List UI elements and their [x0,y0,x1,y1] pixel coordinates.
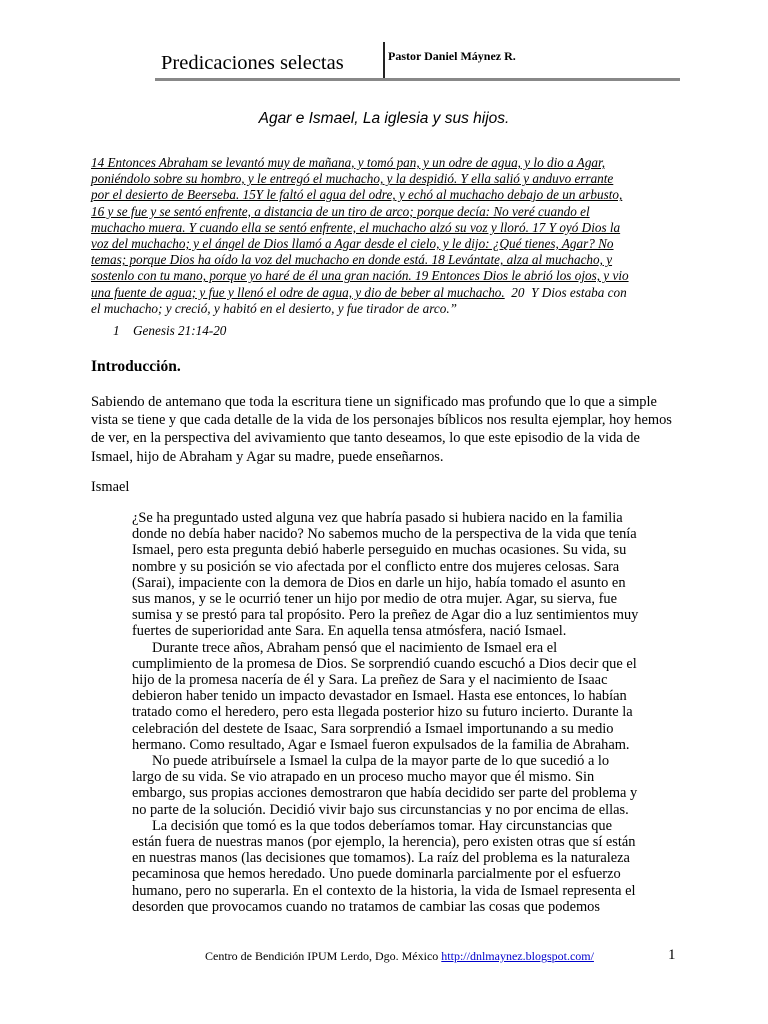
paragraph-line: celebración del destete de Isaac, Sara sorprendió a Ismael importunando a su medio [132,720,614,737]
header-divider [383,42,385,80]
scripture-underlined-segment: una fuente de agua; y fue y llenó el odre de agua, y dio de beber al muchacho. [91,284,505,300]
scripture-line: 14 Entonces Abraham se levantó muy de mañana, y tomó pan, y un odre de agua, y lo dio a Agar, [91,155,605,170]
paragraph-line: fuertes de superioridad ante Sara. En aquella tensa atmósfera, nació Ismael. [132,623,567,640]
paragraph-line: están fuera de nuestras manos (por ejemplo, la herencia), pero existen otras que sí están [132,834,636,851]
paragraph-line: de ver, en la perspectiva del avivamiento que tanto deseamos, lo que este episodio de la vida de [91,430,640,447]
scripture-segment: 20 Y Dios estaba con [504,284,627,300]
reference-text: Genesis 21:14-20 [133,323,227,338]
scripture-line: muchacho muera. Y cuando ella se sentó enfrente, el muchacho alzó su voz y lloró. 17 Y oyó Dios la [91,219,621,235]
footer-blog-link[interactable]: http://dnlmaynez.blogspot.com/ [441,949,594,963]
paragraph-line: largo de su vida. Se vio atrapado en un proceso mucho mayor que él mismo. Sin [132,769,595,786]
paragraph-line: Sabiendo de antemano que toda la escritura tiene un significado mas profundo que lo que a simple [91,394,657,410]
scripture-line: sostenlo con tu mano, porque yo haré de él una gran nación. 19 Entonces Dios le abrió los ojos, y vio [91,268,629,284]
paragraph-line: en nuestras manos (las decisiones que tomamos). La raíz del problema es la naturaleza [132,850,630,867]
paragraph-line: desorden que provocamos cuando no tratamos de cambiar las cosas que podemos [132,898,600,915]
page-footer [205,949,594,964]
paragraph-line: donde no debía haber nacido? No sabemos mucho de la perspectiva de la vida que tenía [132,526,637,543]
paragraph-line: No puede atribuírsele a Ismael la culpa de la mayor parte de lo que sucedió a lo [152,753,610,770]
paragraph-line: pecaminosa que hemos heredado. Uno puede dominarla parcialmente por el esfuerzo [132,866,621,883]
paragraph-line: hermano. Como resultado, Agar e Ismael fueron expulsados de la familia de Abraham. [132,736,630,753]
header-title: Predicaciones selectas [161,52,344,74]
scripture-line [91,285,681,301]
paragraph-line: humano, pero no superarla. En el contexto de la historia, la vida de Ismael representa el [132,882,636,899]
page-number: 1 [668,947,676,963]
paragraph-line: tratado como el heredero, pero esta llegada posterior hizo su futuro incierto. Durante la [132,704,633,721]
footer-text: Centro de Bendición IPUM Lerdo, Dgo. México [205,949,442,963]
paragraph-line: Ismael, hijo de Abraham y Agar su madre, puede enseñarnos. [91,448,444,465]
paragraph-line: La decisión que tomó es la que todos deberíamos tomar. Hay circunstancias que [152,817,612,834]
scripture-line: voz del muchacho; y el ángel de Dios llamó a Agar desde el cielo, y le dijo: ¿Qué tienes, Agar? No [91,236,614,252]
reference-number: 1 [113,323,120,338]
paragraph-line: no parte de la solución. Decidió vivir bajo sus circunstancias y no por encima de ellas. [132,801,629,818]
paragraph-line: vista se tiene y que cada detalle de la vida de los personajes bíblicos nos resulta ejemplar, hoy hemos [91,412,672,429]
paragraph-line: (Sarai), impaciente con la demora de Dios en darle un hijo, había tomado el asunto en [132,574,626,591]
document-title: Agar e Ismael, La iglesia y sus hijos. [258,110,510,127]
introduction-paragraph [91,393,681,466]
scripture-line: por el desierto de Beerseba. 15Y le faltó el agua del odre, y echó al muchacho debajo de un arbusto, [91,187,623,203]
scripture-line: poniéndolo sobre su hombro, y le entregó el muchacho, y la despidió. Y ella salió y anduvo errante [91,171,614,187]
scripture-line: 16 y se fue y se sentó enfrente, a distancia de un tiro de arco; porque decía: No veré cuando el [91,203,590,219]
introduction-heading: Introducción. [91,358,181,375]
scripture-reference [113,323,226,339]
paragraph-line: ¿Se ha preguntado usted alguna vez que habría pasado si hubiera nacido en la familia [132,510,623,526]
section-label: Ismael [91,479,130,495]
paragraph-line: sus manos, y se le ocurrió tener un hijo por medio de otra mujer. Agar, su sierva, fue [132,591,617,608]
scripture-line: el muchacho; y creció, y habitó en el desierto, y fue tirador de arco.” [91,300,457,316]
paragraph-line: hijo de la promesa nacería de él y Sara. La preñez de Sara y el nacimiento de Isaac [132,672,608,689]
paragraph-line: cumplimiento de la promesa de Dios. Se sorprendió cuando escuchó a Dios decir que el [132,655,637,672]
header-rule [155,78,680,81]
page-header [155,42,680,82]
scripture-passage [91,155,681,317]
paragraph-line: Durante trece años, Abraham pensó que el nacimiento de Ismael era el [152,639,558,656]
ismael-section-body [132,510,652,915]
paragraph-line: embargo, sus propias acciones demostraron que había decidido ser parte del problema y [132,785,638,802]
header-author: Pastor Daniel Máynez R. [388,49,516,63]
paragraph-line: nombre y su posición se vio afectada por el conflicto entre dos mujeres celosas. Sara [132,558,620,575]
paragraph-line: sumisa y se prestó para tal propósito. Pero la preñez de Agar dio a luz sentimientos muy [132,607,639,624]
scripture-line: temas; porque Dios ha oído la voz del muchacho en donde está. 18 Levántate, alza al muchacho, y [91,252,613,268]
paragraph-line: debieron haber tenido un impacto devastador en Ismael. Hasta ese entonces, lo habían [132,688,627,705]
paragraph-line: Ismael, pero esta pregunta debió haberle perseguido en muchas ocasiones. Su vida, su [132,542,627,559]
